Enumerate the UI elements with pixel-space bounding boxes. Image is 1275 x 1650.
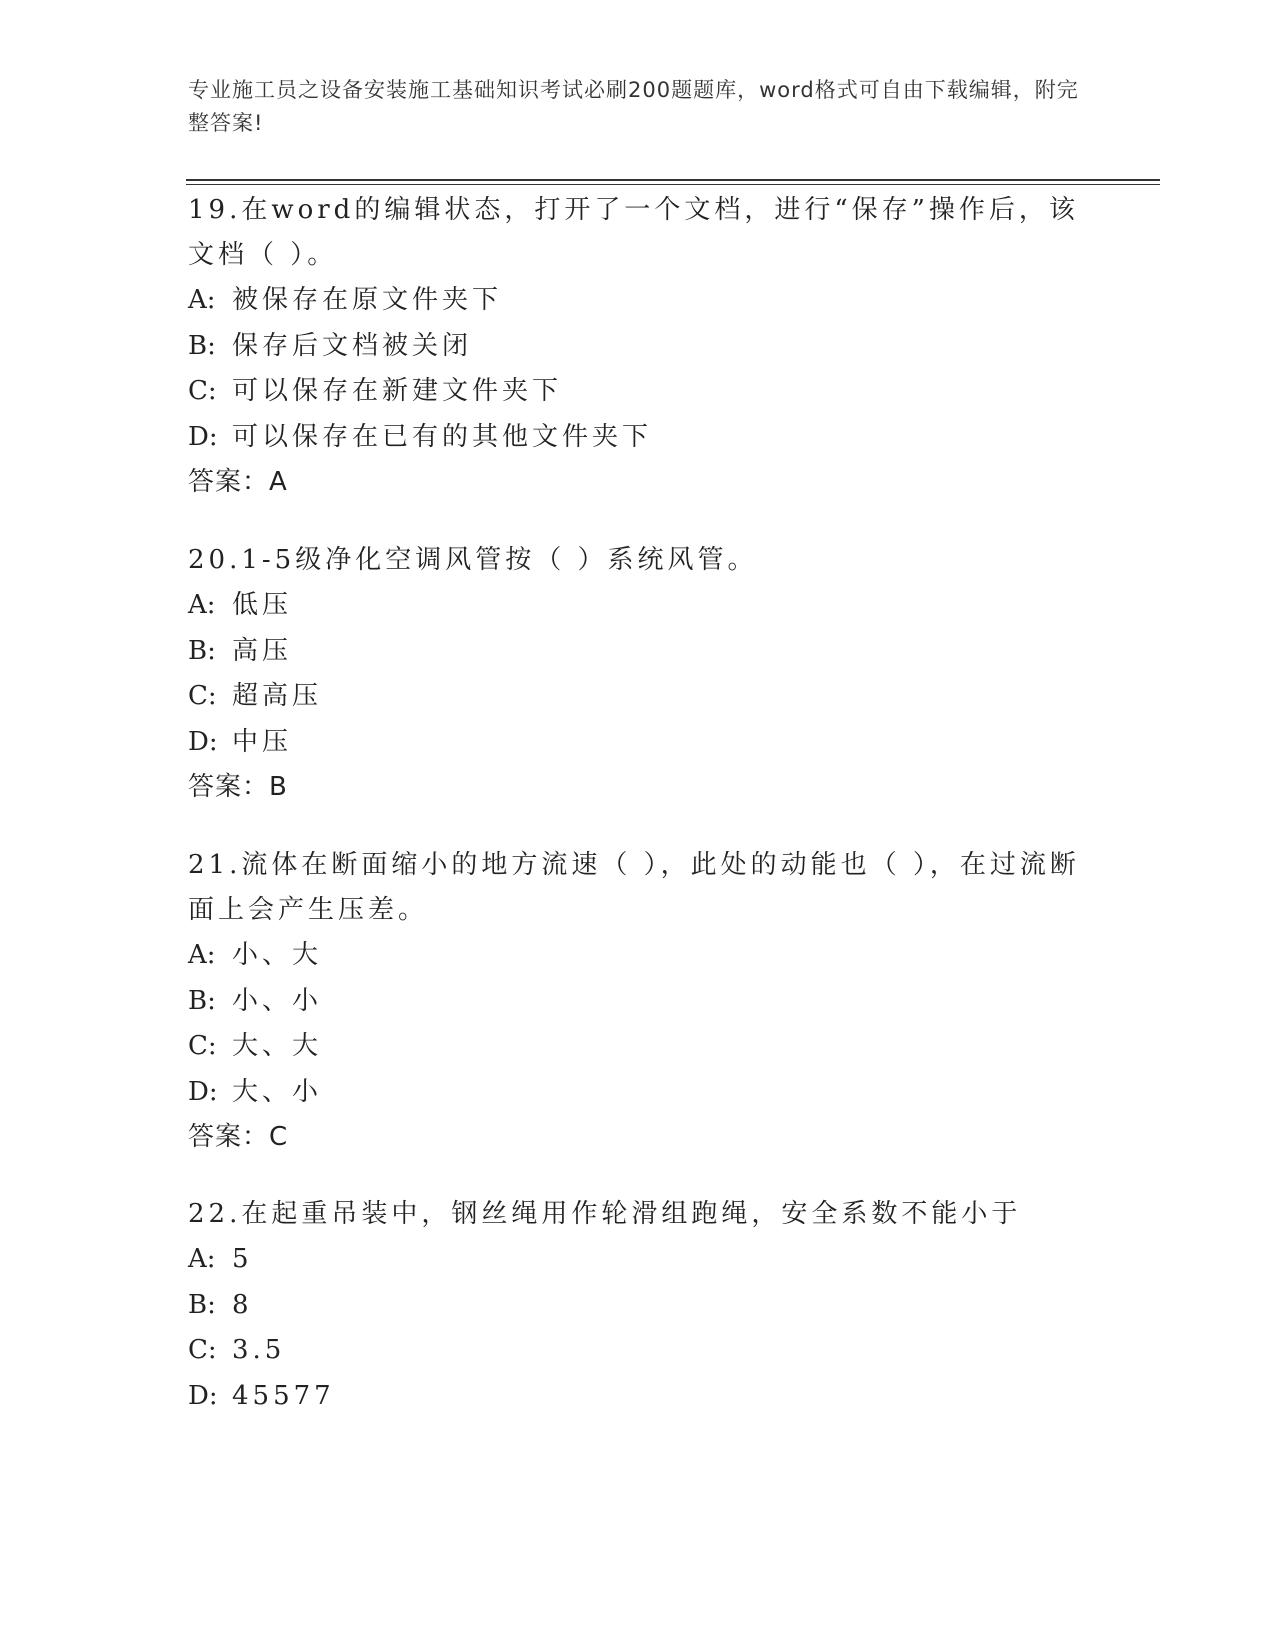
option-text: 保存后文档被关闭	[232, 330, 473, 361]
option-key: D:	[188, 1380, 218, 1411]
option-c	[188, 674, 1088, 720]
answer-line: 答案：B	[188, 772, 288, 803]
option-a	[188, 1237, 1088, 1283]
option-text: 小、大	[232, 940, 323, 970]
option-d	[188, 1070, 1088, 1116]
header-divider-thick	[186, 179, 1160, 181]
option-key: C:	[188, 1335, 217, 1366]
option-a	[188, 933, 1088, 979]
option-c	[188, 369, 1088, 415]
option-a	[188, 278, 1088, 324]
document-header: 专业施工员之设备安装施工基础知识考试必刷200题题库，word格式可自由下载编辑，附完整答案!	[188, 78, 1079, 135]
option-text: 可以保存在已有的其他文件夹下	[232, 421, 653, 452]
option-key: A:	[188, 940, 216, 970]
option-d	[188, 1374, 1088, 1420]
option-key: B:	[188, 1289, 216, 1320]
question-stem: 20.1-5级净化空调风管按（ ）系统风管。	[188, 545, 758, 575]
question-21	[188, 843, 1088, 1160]
option-text: 高压	[232, 635, 293, 666]
option-b	[188, 324, 1088, 370]
option-key: D:	[188, 421, 218, 452]
option-key: C:	[188, 1031, 217, 1062]
option-text: 低压	[232, 590, 293, 620]
option-key: B:	[188, 985, 216, 1016]
option-key: A:	[188, 590, 216, 620]
option-text: 可以保存在新建文件夹下	[232, 376, 563, 407]
option-text: 大、大	[232, 1031, 323, 1062]
option-d	[188, 415, 1088, 461]
option-text: 大、小	[232, 1076, 323, 1107]
option-text: 45577	[232, 1380, 335, 1411]
option-key: B:	[188, 635, 216, 666]
option-key: C:	[188, 376, 217, 407]
answer-line: 答案：A	[188, 467, 288, 498]
option-text: 中压	[232, 726, 293, 757]
answer-line: 答案：C	[188, 1122, 289, 1153]
question-19	[188, 188, 1088, 505]
option-d	[188, 720, 1088, 766]
option-key: A:	[188, 1244, 216, 1274]
option-text: 小、小	[232, 985, 323, 1016]
question-stem: 19.在word的编辑状态，打开了一个文档，进行“保存”操作后，该文档（ ）。	[188, 195, 1079, 270]
question-stem: 21.流体在断面缩小的地方流速（ ），此处的动能也（ ），在过流断面上会产生压差。	[188, 850, 1080, 925]
option-key: C:	[188, 681, 217, 712]
option-text: 3.5	[232, 1335, 286, 1366]
option-a	[188, 583, 1088, 629]
option-key: D:	[188, 726, 218, 757]
header-divider-thin	[186, 184, 1160, 185]
option-b	[188, 1283, 1088, 1329]
question-22	[188, 1192, 1088, 1419]
option-key: B:	[188, 330, 216, 361]
question-20	[188, 538, 1088, 810]
option-key: A:	[188, 285, 216, 315]
option-b	[188, 979, 1088, 1025]
option-key: D:	[188, 1076, 218, 1107]
option-text: 超高压	[232, 681, 323, 712]
question-stem: 22.在起重吊装中，钢丝绳用作轮滑组跑绳，安全系数不能小于	[188, 1199, 1022, 1229]
option-c	[188, 1328, 1088, 1374]
option-text: 被保存在原文件夹下	[232, 285, 503, 315]
option-b	[188, 629, 1088, 675]
option-c	[188, 1024, 1088, 1070]
option-text: 8	[232, 1289, 253, 1320]
option-text: 5	[232, 1244, 253, 1274]
